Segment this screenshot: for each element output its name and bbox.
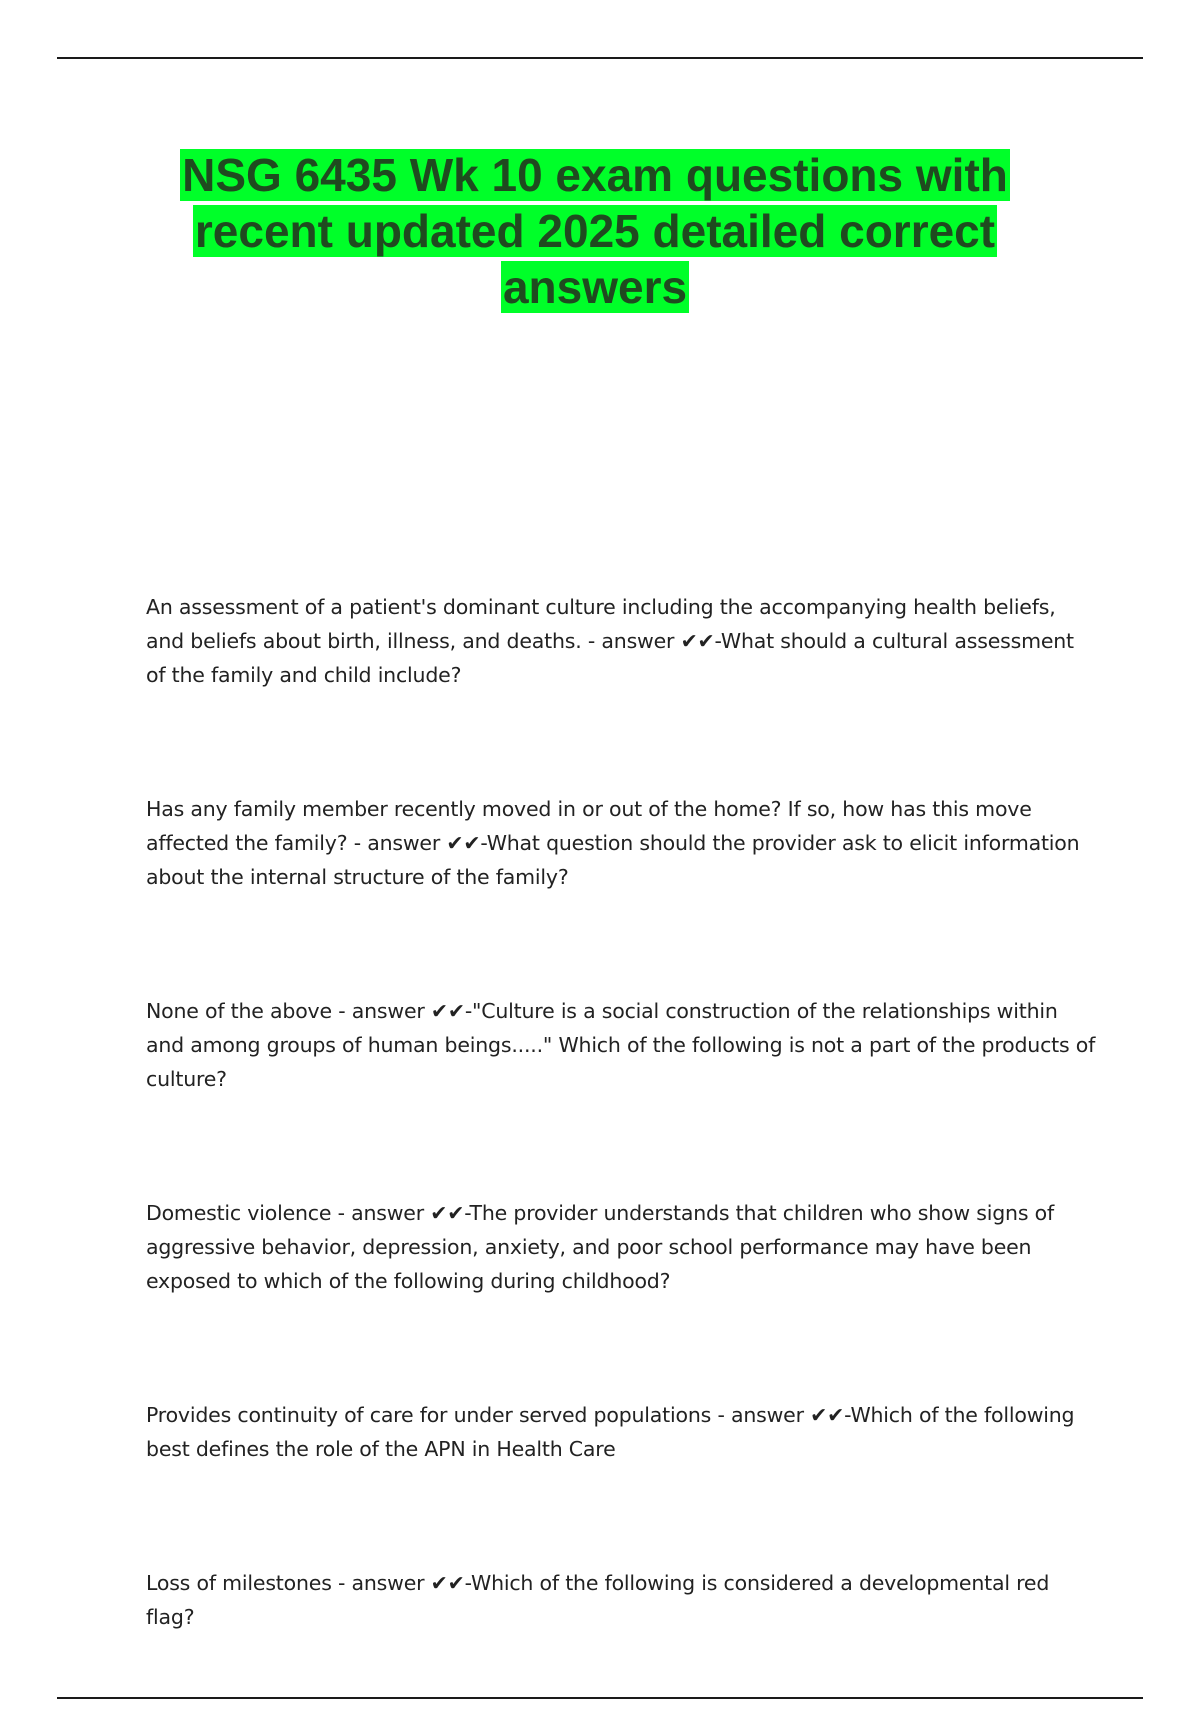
qa-item-6 — [146, 1566, 1098, 1634]
title-highlight: NSG 6435 Wk 10 exam questions with recent updated 2025 detailed correct answers — [182, 149, 1008, 313]
qa-item-5 — [146, 1398, 1098, 1466]
qa-answer: Provides continuity of care for under served populations — [146, 1403, 712, 1427]
qa-question: Which of the following is considered a developmental red flag? — [146, 1571, 1050, 1629]
qa-item-3 — [146, 994, 1098, 1096]
document-title — [120, 147, 1070, 315]
qa-question: What should a cultural assessment of the family and child include? — [146, 629, 1074, 687]
qa-separator: - answer ✔✔- — [711, 1403, 851, 1427]
qa-question: "Culture is a social construction of the relationships within and among groups of human beings....." Which of the following is not a part of the products of culture? — [146, 999, 1096, 1091]
qa-question: What question should the provider ask to elicit information about the internal structure of the family? — [146, 831, 1080, 889]
qa-separator: - answer ✔✔- — [581, 629, 721, 653]
qa-item-4 — [146, 1196, 1098, 1298]
header-rule — [57, 57, 1143, 59]
title-block — [120, 147, 1070, 315]
qa-answer: Has any family member recently moved in or out of the home? If so, how has this move affected the family? — [146, 797, 1032, 855]
qa-answer: Domestic violence — [146, 1201, 332, 1225]
qa-question: Which of the following best defines the role of the APN in Health Care — [146, 1403, 1075, 1461]
qa-question: The provider understands that children who show signs of aggressive behavior, depression, anxiety, and poor school performance may have been exposed to which of the following during childhood? — [146, 1201, 1054, 1293]
qa-separator: - answer ✔✔- — [331, 1201, 470, 1225]
qa-item-1 — [146, 590, 1098, 692]
qa-item-2 — [146, 792, 1098, 894]
qa-answer: Loss of milestones — [146, 1571, 332, 1595]
qa-separator: - answer ✔✔- — [347, 831, 487, 855]
qa-answer: None of the above — [146, 999, 332, 1023]
footer-rule — [57, 1697, 1143, 1699]
qa-separator: - answer ✔✔- — [331, 999, 473, 1023]
qa-separator: - answer ✔✔- — [331, 1571, 471, 1595]
qa-answer: An assessment of a patient's dominant culture including the accompanying health beliefs, and beliefs about birth, illness, and deaths. — [146, 595, 1056, 653]
qa-list — [146, 590, 1098, 1734]
